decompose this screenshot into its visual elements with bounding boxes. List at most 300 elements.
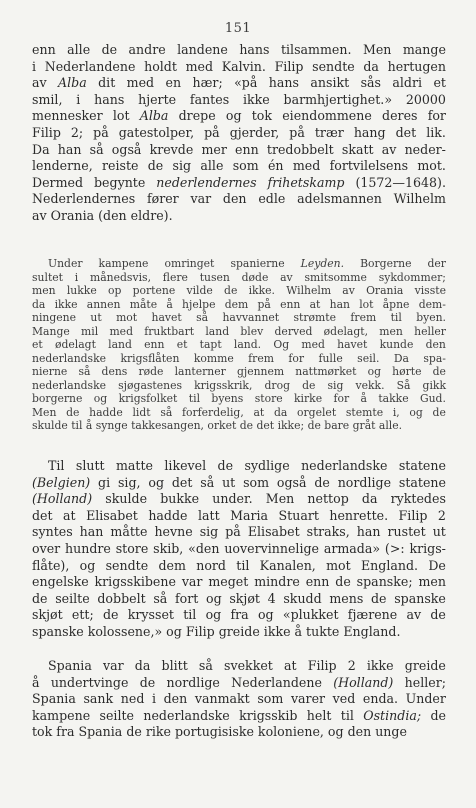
word: det bbox=[395, 124, 417, 140]
word: Ostindia; bbox=[363, 707, 422, 723]
word: ikke bbox=[54, 297, 78, 311]
word: men bbox=[32, 284, 56, 297]
word: bukke bbox=[160, 491, 200, 507]
word: de bbox=[32, 590, 48, 606]
word: sykdommer; bbox=[378, 270, 446, 284]
text-line bbox=[32, 691, 446, 708]
word: kampene bbox=[32, 707, 91, 723]
word: matte bbox=[115, 458, 154, 473]
word: de bbox=[430, 607, 446, 623]
text-line bbox=[32, 325, 446, 339]
word: den bbox=[425, 338, 446, 351]
word: seilte bbox=[55, 590, 90, 606]
word: gjerder, bbox=[229, 124, 280, 140]
word: ødelagt, bbox=[323, 324, 369, 338]
word: alle bbox=[67, 42, 91, 57]
word: og bbox=[206, 590, 222, 606]
text-line bbox=[32, 508, 446, 525]
word: svekket bbox=[224, 658, 273, 673]
word: nederlandske bbox=[143, 707, 230, 723]
word: edle bbox=[258, 191, 286, 207]
word: krigs- bbox=[409, 540, 446, 556]
word: i bbox=[152, 691, 157, 707]
word: slutt bbox=[75, 458, 105, 473]
text-line bbox=[32, 491, 446, 508]
word: straks, bbox=[306, 524, 350, 540]
word: sjøgastenes bbox=[118, 378, 183, 392]
word: hans bbox=[268, 75, 299, 91]
word: der bbox=[427, 257, 446, 270]
word: til bbox=[183, 607, 197, 623]
word: barmhjertighet.» bbox=[283, 91, 393, 107]
word: til bbox=[340, 707, 354, 723]
word: som bbox=[232, 158, 259, 174]
text-line bbox=[32, 524, 446, 541]
word: spanske kolossene,» og Filip greide ikke å tukte England. bbox=[32, 623, 401, 639]
word: hans bbox=[94, 91, 125, 107]
word: vanmakt bbox=[194, 691, 250, 707]
word: Maria bbox=[230, 507, 269, 523]
word: da bbox=[273, 405, 288, 419]
text-line bbox=[32, 591, 446, 608]
word: av bbox=[280, 270, 293, 284]
word: hertugen bbox=[387, 58, 446, 74]
word: Elisabet bbox=[86, 507, 138, 523]
word: smitsomme bbox=[304, 270, 367, 284]
word: med bbox=[185, 58, 214, 74]
word: Filip bbox=[398, 507, 428, 523]
word: meget bbox=[208, 574, 249, 590]
word: spa- bbox=[423, 351, 446, 365]
word: ut bbox=[432, 524, 446, 540]
word: havet bbox=[151, 311, 182, 324]
word: hadde bbox=[148, 507, 188, 523]
word: at bbox=[309, 297, 321, 311]
word: av bbox=[381, 141, 397, 157]
word: 2 bbox=[437, 507, 446, 523]
word: annen bbox=[86, 297, 121, 311]
word: nierne bbox=[32, 365, 68, 378]
word: de bbox=[139, 674, 156, 690]
word: som bbox=[243, 474, 270, 490]
word: i, bbox=[392, 405, 400, 419]
word: sank bbox=[83, 691, 114, 707]
word: var bbox=[103, 658, 124, 673]
text-line bbox=[32, 365, 446, 379]
word: nordlige bbox=[337, 474, 392, 490]
word: mot bbox=[326, 557, 351, 573]
word: nordlige bbox=[166, 674, 220, 690]
word: kunde bbox=[379, 338, 414, 351]
word: at bbox=[283, 658, 297, 673]
word: aldri bbox=[392, 75, 423, 91]
word: fjærene bbox=[347, 607, 398, 623]
word: Da bbox=[393, 351, 409, 365]
word: at bbox=[253, 405, 265, 419]
word: Da bbox=[32, 141, 50, 157]
word: med bbox=[292, 158, 321, 174]
word: til bbox=[188, 392, 201, 405]
word: de bbox=[147, 158, 164, 174]
word: strømte bbox=[293, 311, 337, 324]
word: med bbox=[301, 338, 325, 351]
page-number: 151 bbox=[224, 21, 252, 36]
word: land bbox=[205, 324, 230, 338]
word: krigsflåten bbox=[120, 351, 180, 365]
word: med bbox=[109, 324, 133, 338]
word: de bbox=[217, 458, 234, 473]
word: mindre bbox=[254, 574, 300, 590]
word: 2 bbox=[347, 658, 356, 673]
word: Under bbox=[405, 691, 446, 707]
word: for bbox=[333, 392, 350, 405]
word: var bbox=[181, 574, 203, 590]
word: han bbox=[329, 297, 350, 311]
text-line bbox=[32, 125, 446, 142]
word: frihetskamp bbox=[267, 174, 345, 190]
word: alle bbox=[200, 158, 224, 174]
word: visste bbox=[414, 284, 446, 297]
word: mot. bbox=[417, 158, 446, 174]
word: i bbox=[32, 58, 37, 74]
word: hevne bbox=[154, 524, 193, 540]
word: men bbox=[379, 324, 403, 338]
word: én bbox=[267, 158, 284, 174]
word: nederlandske bbox=[32, 351, 107, 365]
word: hans bbox=[239, 42, 270, 57]
word: holdt bbox=[144, 58, 177, 74]
word: Så bbox=[396, 378, 411, 392]
word: da bbox=[363, 58, 379, 74]
word: av bbox=[406, 607, 422, 623]
word: Nederlandene bbox=[231, 674, 322, 690]
word: til bbox=[390, 311, 402, 324]
word: land. bbox=[233, 338, 262, 351]
word: Leyden. bbox=[300, 257, 345, 270]
word: så bbox=[89, 141, 104, 157]
word: (Belgien) bbox=[32, 474, 91, 490]
word: enn bbox=[305, 574, 330, 590]
word: tredobbelt bbox=[266, 141, 334, 157]
text-line bbox=[32, 92, 446, 109]
word: skulde bbox=[105, 491, 148, 507]
word: Wilhelm bbox=[393, 191, 446, 207]
word: et bbox=[433, 75, 446, 91]
word: skulde til å synge takkesangen, orket de det ikke; de bare gråt alle. bbox=[32, 419, 403, 432]
word: nattmørket bbox=[295, 365, 357, 378]
word: byen. bbox=[416, 311, 446, 324]
word: lik. bbox=[426, 124, 446, 140]
word: han bbox=[356, 524, 381, 540]
paragraph-decline bbox=[32, 658, 446, 741]
word: dem bbox=[224, 297, 249, 311]
text-line bbox=[32, 541, 446, 558]
word: månedsvis, bbox=[90, 270, 151, 284]
word: «på bbox=[234, 75, 258, 91]
word: (Holland) bbox=[333, 674, 394, 690]
word: havvannet bbox=[222, 311, 280, 324]
word: stemte bbox=[345, 405, 384, 419]
text-line bbox=[32, 406, 446, 420]
word: tilsammen. bbox=[280, 42, 352, 57]
word: 20000 bbox=[405, 91, 446, 107]
word: skjøt bbox=[32, 607, 63, 623]
text-line bbox=[32, 724, 446, 741]
word: da bbox=[361, 491, 378, 507]
word: drog bbox=[264, 378, 290, 392]
word: Alba bbox=[58, 75, 87, 91]
word: da bbox=[134, 658, 151, 673]
word: syntes bbox=[32, 524, 73, 540]
word: sydlige bbox=[244, 458, 290, 473]
word: og bbox=[367, 365, 382, 378]
word: og bbox=[93, 392, 108, 405]
word: nederlendernes bbox=[156, 174, 257, 190]
text-line bbox=[32, 175, 446, 192]
word: tusen bbox=[199, 270, 230, 284]
word: de bbox=[335, 574, 351, 590]
word: komme bbox=[193, 351, 234, 365]
word: hjerte bbox=[138, 91, 177, 107]
word: de bbox=[224, 284, 238, 297]
word: nettop bbox=[307, 491, 349, 507]
word: frem bbox=[248, 351, 274, 365]
word: de bbox=[302, 378, 316, 392]
word: tok fra Spania de rike portugisiske koloniene, og den unge bbox=[32, 724, 407, 740]
word: på bbox=[225, 524, 241, 540]
word: orgelet bbox=[297, 405, 337, 419]
word: «plukket bbox=[282, 607, 339, 623]
word: gatestolper, bbox=[118, 124, 195, 140]
word: på bbox=[289, 124, 305, 140]
word: Til bbox=[48, 458, 65, 473]
word: i bbox=[74, 270, 79, 284]
word: å bbox=[32, 674, 40, 690]
word: enda. bbox=[362, 691, 399, 707]
word: ødelagt bbox=[54, 338, 96, 351]
word: det bbox=[32, 507, 53, 523]
word: Nederlendernes bbox=[32, 191, 136, 207]
word: sig bbox=[199, 524, 219, 540]
word: de bbox=[101, 42, 118, 57]
word: av bbox=[32, 75, 47, 91]
word: så bbox=[153, 590, 168, 606]
word: da bbox=[32, 297, 46, 311]
word: krigsskrik, bbox=[194, 378, 253, 392]
word: fort bbox=[175, 590, 199, 606]
word: hadde bbox=[89, 405, 123, 419]
word: også bbox=[276, 474, 307, 490]
word: dem bbox=[158, 557, 186, 573]
word: statene bbox=[398, 474, 446, 490]
word: ikke bbox=[242, 91, 270, 107]
word: ryktedes bbox=[390, 491, 446, 507]
word: dit bbox=[98, 75, 116, 91]
word: sås bbox=[360, 75, 381, 91]
word: enn bbox=[32, 42, 56, 57]
word: Filip bbox=[32, 124, 61, 140]
word: et bbox=[32, 338, 43, 351]
word: rustet bbox=[387, 524, 426, 540]
word: fra bbox=[230, 607, 249, 623]
word: «den bbox=[188, 540, 220, 556]
word: lenderne, bbox=[32, 158, 93, 174]
word: så bbox=[196, 311, 209, 324]
word: åpne bbox=[382, 297, 410, 311]
text-line bbox=[32, 284, 446, 298]
word: og bbox=[225, 108, 242, 124]
word: de bbox=[432, 365, 446, 378]
word: ut bbox=[222, 474, 236, 490]
word: undertvinge bbox=[50, 674, 129, 690]
word: store bbox=[115, 540, 149, 556]
word: omringet bbox=[164, 257, 215, 270]
word: mer bbox=[201, 141, 227, 157]
word: Nederlandene bbox=[44, 58, 136, 74]
word: portene bbox=[132, 284, 176, 297]
word: Under bbox=[48, 257, 83, 270]
word: deres bbox=[382, 108, 418, 124]
word: tapt bbox=[199, 338, 222, 351]
word: (1572—1648). bbox=[355, 174, 446, 190]
paragraph-intro bbox=[32, 42, 446, 225]
word: trær bbox=[314, 124, 344, 140]
word: nederlandske bbox=[32, 378, 107, 392]
word: flåte), bbox=[32, 557, 70, 573]
word: uovervinnelige bbox=[224, 540, 319, 556]
word: ningene bbox=[32, 311, 77, 324]
word: mens bbox=[329, 590, 364, 606]
text-line bbox=[32, 158, 446, 175]
word: gjennem bbox=[236, 365, 285, 378]
word: den bbox=[222, 191, 247, 207]
word: og bbox=[205, 607, 222, 623]
text-line bbox=[32, 208, 446, 225]
word: Gud. bbox=[419, 392, 446, 405]
text-line bbox=[32, 108, 446, 125]
word: de bbox=[314, 474, 330, 490]
word: flere bbox=[162, 270, 188, 284]
text-line bbox=[32, 458, 446, 475]
word: et bbox=[176, 338, 188, 351]
text-line bbox=[32, 708, 446, 725]
word: Men bbox=[265, 491, 295, 507]
word: sultet bbox=[32, 270, 64, 284]
text-line bbox=[32, 142, 446, 159]
word: latt bbox=[197, 507, 220, 523]
word: drepe bbox=[178, 108, 216, 124]
word: skudd bbox=[283, 590, 322, 606]
word: ikke bbox=[366, 658, 394, 673]
word: fører bbox=[146, 191, 179, 207]
word: hundre bbox=[65, 540, 111, 556]
word: landene bbox=[177, 42, 228, 57]
word: Wilhelm bbox=[286, 284, 332, 297]
word: England. bbox=[360, 557, 419, 573]
word: varer bbox=[290, 691, 326, 707]
word: dens bbox=[101, 365, 128, 378]
word: krigsskibene bbox=[94, 574, 176, 590]
word: skib, bbox=[153, 540, 184, 556]
word: heller bbox=[414, 324, 446, 338]
word: forferdelig, bbox=[182, 405, 244, 419]
word: og bbox=[409, 405, 423, 419]
word: greide bbox=[404, 658, 446, 673]
word: (Holland) bbox=[32, 491, 93, 507]
word: av bbox=[342, 284, 355, 297]
word: lanterner bbox=[174, 365, 226, 378]
text-line bbox=[32, 392, 446, 406]
word: de bbox=[66, 405, 80, 419]
word: store bbox=[254, 392, 283, 405]
word: for bbox=[427, 108, 446, 124]
word: sig bbox=[172, 158, 192, 174]
word: at bbox=[63, 507, 76, 523]
word: de bbox=[432, 405, 446, 419]
word: gi bbox=[98, 474, 111, 490]
word: andre bbox=[128, 42, 166, 57]
word: De bbox=[428, 557, 446, 573]
word: på bbox=[257, 297, 271, 311]
text-line bbox=[32, 75, 446, 92]
word: engelske bbox=[32, 574, 89, 590]
word: krigsfolket bbox=[118, 392, 178, 405]
word: krigsskib bbox=[239, 707, 298, 723]
word: ut bbox=[90, 311, 102, 324]
word: neder- bbox=[404, 141, 446, 157]
word: lot bbox=[359, 297, 374, 311]
text-line bbox=[32, 42, 446, 59]
word: han bbox=[57, 141, 82, 157]
word: lidt bbox=[132, 405, 151, 419]
word: så bbox=[78, 365, 91, 378]
word: eiendommene bbox=[282, 108, 372, 124]
word: i bbox=[76, 91, 81, 107]
word: de bbox=[371, 590, 387, 606]
word: Kanalen, bbox=[259, 557, 316, 573]
word: seilte bbox=[99, 707, 135, 723]
word: havet bbox=[337, 338, 368, 351]
word: seil. bbox=[357, 351, 380, 365]
word: som bbox=[257, 691, 284, 707]
word: fruktbart bbox=[144, 324, 195, 338]
word: blev bbox=[240, 324, 264, 338]
word: fantes bbox=[189, 91, 230, 107]
word: skjøt bbox=[229, 590, 260, 606]
text-line bbox=[32, 419, 446, 433]
word: krevde bbox=[149, 141, 194, 157]
word: på bbox=[204, 124, 220, 140]
word: blitt bbox=[161, 658, 188, 673]
word: Alba bbox=[139, 108, 169, 124]
word: likevel bbox=[164, 458, 207, 473]
word: og bbox=[148, 474, 165, 490]
word: spanske bbox=[394, 590, 446, 606]
word: hang bbox=[353, 124, 386, 140]
word: heller; bbox=[404, 674, 446, 690]
word: Stuart bbox=[278, 507, 319, 523]
word: skatt bbox=[341, 141, 374, 157]
word: ett; bbox=[71, 607, 94, 623]
word: lot bbox=[112, 108, 130, 124]
word: land bbox=[108, 338, 132, 351]
word: også bbox=[111, 141, 142, 157]
word: byens bbox=[211, 392, 244, 405]
word: så bbox=[160, 405, 173, 419]
word: enn bbox=[280, 297, 301, 311]
text-line bbox=[32, 475, 446, 492]
word: vekk. bbox=[355, 378, 385, 392]
